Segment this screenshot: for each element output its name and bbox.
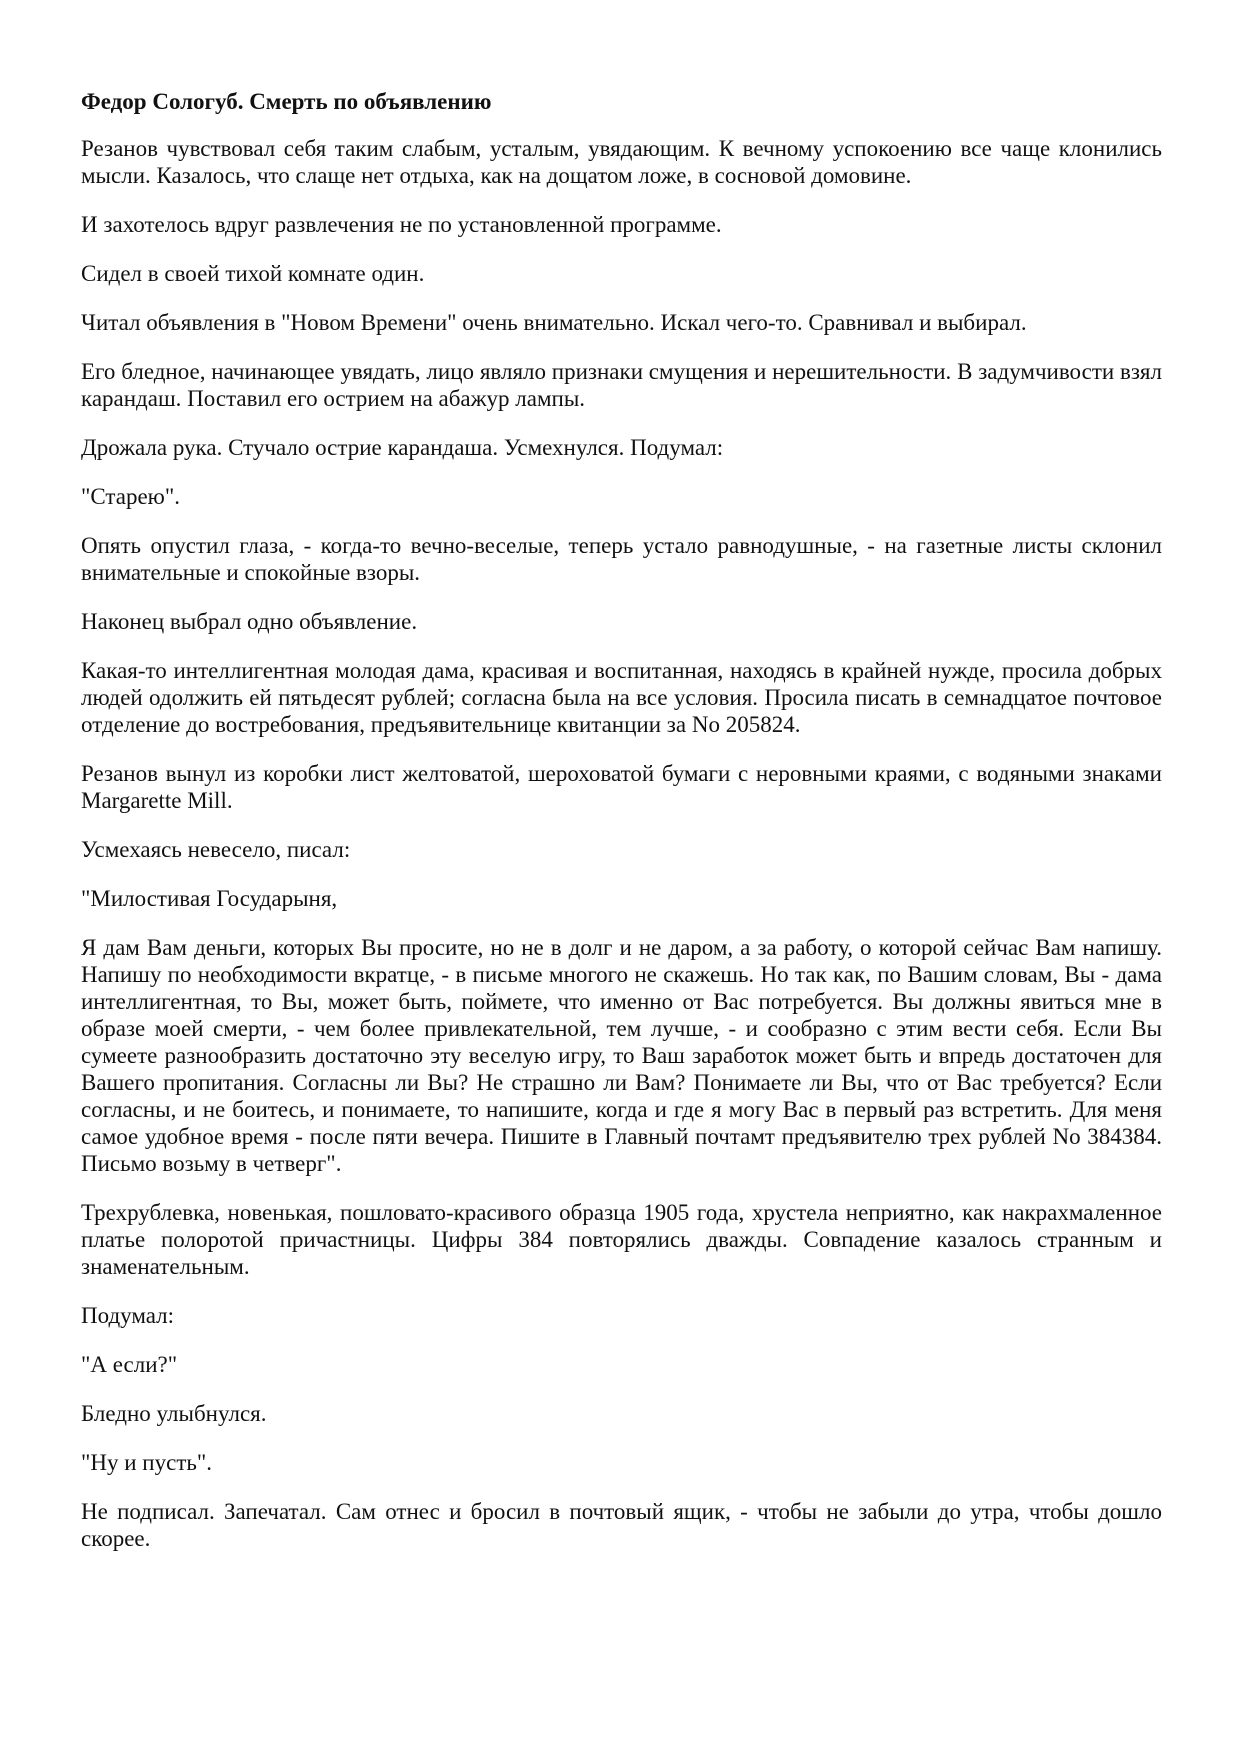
- paragraph: "Милостивая Государыня,: [81, 886, 338, 911]
- paragraph: Какая-то интеллигентная молодая дама, красивая и воспитанная, находясь в крайней нужде, просила добрых людей одолжить ей пятьдесят рублей; согласна была на все условия. Просила писать в семнадцатое почтовое отделение до востребования, предъявительнице квитанции за No 205824.: [81, 658, 1162, 737]
- paragraph: Трехрублевка, новенькая, пошловато-красивого образца 1905 года, хрустела неприятно, как накрахмаленное платье полоротой причастницы. Цифры 384 повторялись дважды. Совпадение казалось странным и знаменательным.: [81, 1200, 1162, 1279]
- paragraph: Сидел в своей тихой комнате один.: [81, 261, 425, 286]
- paragraph: Бледно улыбнулся.: [81, 1401, 267, 1426]
- paragraph: Резанов вынул из коробки лист желтоватой, шероховатой бумаги с неровными краями, с водяными знаками Margarette Mill.: [81, 761, 1162, 813]
- paragraph: И захотелось вдруг развлечения не по установленной программе.: [81, 212, 722, 237]
- paragraph: "А если?": [81, 1352, 178, 1377]
- paragraph: Опять опустил глаза, - когда-то вечно-веселые, теперь устало равнодушные, - на газетные листы склонил внимательные и спокойные взоры.: [81, 533, 1162, 585]
- paragraph: Не подписал. Запечатал. Сам отнес и бросил в почтовый ящик, - чтобы не забыли до утра, чтобы дошло скорее.: [81, 1499, 1162, 1551]
- paragraph: "Старею".: [81, 484, 180, 509]
- document-page: [81, 88, 1162, 1574]
- paragraph: Дрожала рука. Стучало острие карандаша. Усмехнулся. Подумал:: [81, 435, 724, 460]
- paragraph: Усмехаясь невесело, писал:: [81, 837, 351, 862]
- paragraph: Резанов чувствовал себя таким слабым, усталым, увядающим. К вечному успокоению все чаще клонились мысли. Казалось, что слаще нет отдыха, как на дощатом ложе, в сосновой домовине.: [81, 136, 1162, 188]
- paragraph: Я дам Вам деньги, которых Вы просите, но не в долг и не даром, а за работу, о которой сейчас Вам напишу. Напишу по необходимости вкратце, - в письме многого не скажешь. Но так как, по Вашим словам, Вы - дама интеллигентная, то Вы, может быть, поймете, что именно от Вас потребуется. Вы должны явиться мне в образе моей смерти, - чем более привлекательной, тем лучше, - и сообразно с этим вести себя. Если Вы сумеете разнообразить достаточно эту веселую игру, то Ваш заработок может быть и впредь достаточен для Вашего пропитания. Согласны ли Вы? Не страшно ли Вам? Понимаете ли Вы, что от Вас требуется? Если согласны, и не боитесь, и понимаете, то напишите, когда и где я могу Вас в первый раз встретить. Для меня самое удобное время - после пяти вечера. Пишите в Главный почтамт предъявителю трех рублей No 384384. Письмо возьму в четверг".: [81, 935, 1162, 1176]
- paragraph: Подумал:: [81, 1303, 175, 1328]
- paragraph: "Ну и пусть".: [81, 1450, 213, 1475]
- paragraph: Его бледное, начинающее увядать, лицо являло признаки смущения и нерешительности. В задумчивости взял карандаш. Поставил его острием на абажур лампы.: [81, 359, 1162, 411]
- document-title: Федор Сологуб. Смерть по объявлению: [81, 89, 492, 114]
- paragraph: Наконец выбрал одно объявление.: [81, 609, 418, 634]
- paragraph: Читал объявления в "Новом Времени" очень внимательно. Искал чего-то. Сравнивал и выбирал.: [81, 310, 1027, 335]
